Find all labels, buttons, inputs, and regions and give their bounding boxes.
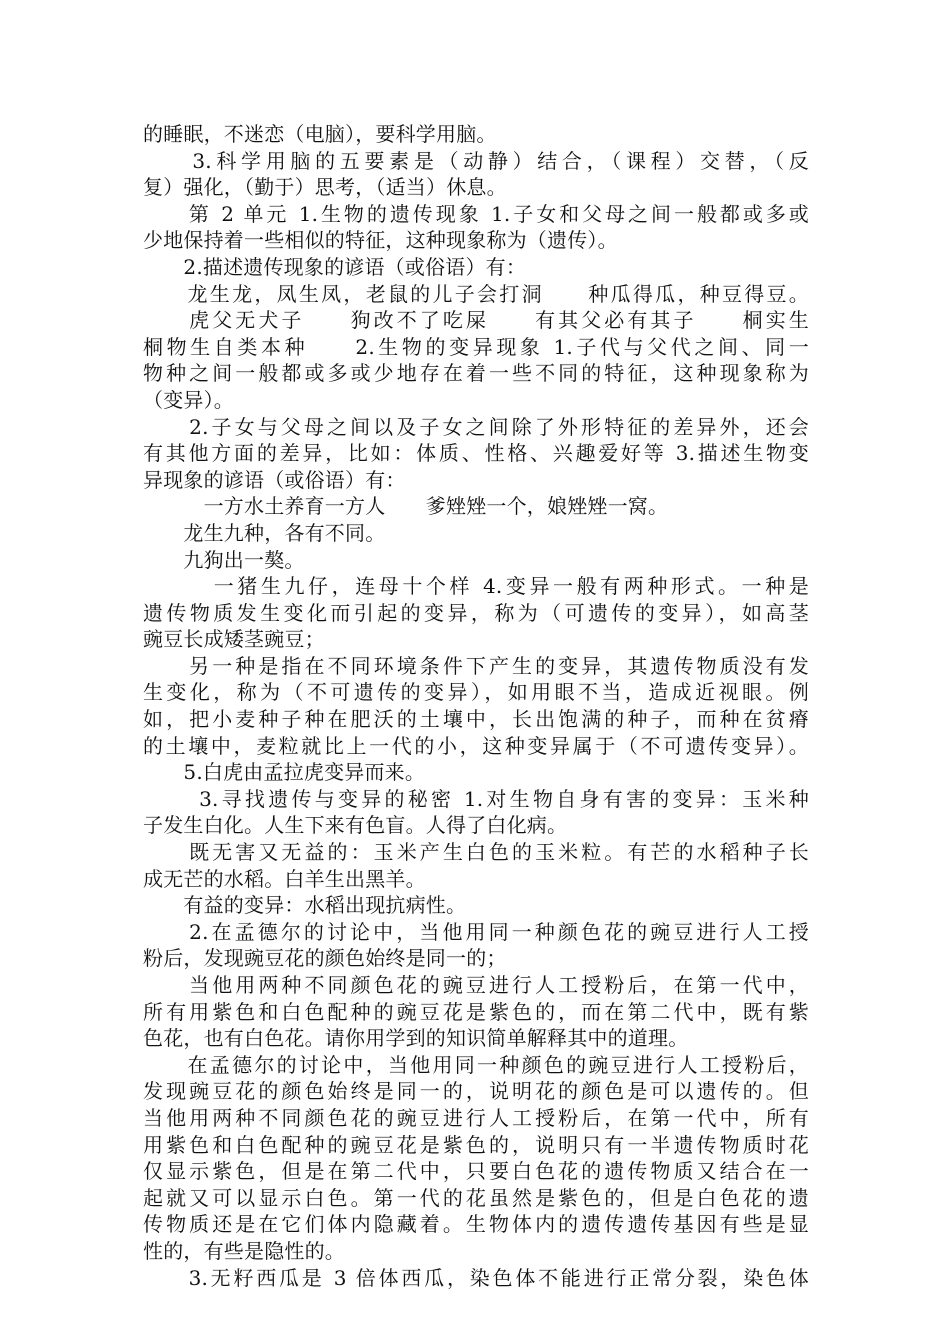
text-line: 九狗出一獒。 (143, 547, 305, 572)
text-line: 遗传物质发生变化而引起的变异，称为（可遗传的变异），如高茎 (143, 600, 809, 625)
text-line: 一方水土养育一方人 爹矬矬一个，娘矬矬一窝。 (143, 494, 669, 519)
text-line: 第 2 单元 1.生物的遗传现象 1.子女和父母之间一般都或多或 (143, 201, 809, 226)
text-line: 传物质还是在它们体内隐藏着。生物体内的遗传遗传基因有些是显 (143, 1212, 809, 1237)
document-text-body (143, 121, 809, 1291)
text-line: 3.寻找遗传与变异的秘密 1.对生物自身有害的变异：玉米种 (143, 786, 809, 811)
text-line: 当他用两种不同颜色花的豌豆进行人工授粉后，在第一代中， (143, 973, 809, 997)
text-line: 在孟德尔的讨论中，当他用同一种颜色的豌豆进行人工授粉后， (143, 1052, 809, 1077)
text-line: 少地保持着一些相似的特征，这种现象称为（遗传）。 (143, 228, 618, 253)
text-line: 色花，也有白色花。请你用学到的知识简单解释其中的道理。 (143, 1026, 689, 1051)
text-line: 一猪生九仔，连母十个样 4.变异一般有两种形式。一种是 (143, 574, 809, 599)
text-line: 的土壤中，麦粒就比上一代的小，这种变异属于（不可遗传变异）。 (143, 733, 809, 758)
text-line: 3.无籽西瓜是 3 倍体西瓜，染色体不能进行正常分裂，染色体 (143, 1265, 809, 1290)
text-line: 另一种是指在不同环境条件下产生的变异，其遗传物质没有发 (143, 653, 809, 678)
text-line: 的睡眠，不迷恋（电脑），要科学用脑。 (143, 122, 497, 146)
text-line: 如，把小麦种子种在肥沃的土壤中，长出饱满的种子，而种在贫瘠 (143, 707, 809, 732)
text-line: （变异）。 (143, 387, 234, 412)
text-line: 成无芒的水稻。白羊生出黑羊。 (143, 866, 426, 891)
text-line: 2.在孟德尔的讨论中，当他用同一种颜色花的豌豆进行人工授 (143, 919, 809, 944)
text-line: 子发生白化。人生下来有色盲。人得了白化病。 (143, 813, 568, 838)
text-line: 2.描述遗传现象的谚语（或俗语）有： (143, 254, 527, 279)
text-line: 龙生龙，凤生凤，老鼠的儿子会打洞 种瓜得瓜，种豆得豆。 (143, 281, 809, 306)
text-line: 有其他方面的差异，比如：体质、性格、兴趣爱好等 3.描述生物变 (143, 441, 809, 466)
text-line: 有益的变异：水稻出现抗病性。 (143, 893, 467, 918)
text-line: 性的，有些是隐性的。 (143, 1238, 345, 1263)
text-line: 物种之间一般都或多或少地存在着一些不同的特征，这种现象称为 (143, 361, 809, 386)
text-line: 当他用两种不同颜色花的豌豆进行人工授粉后，在第一代中，所有 (143, 1105, 809, 1130)
text-line: 虎父无犬子 狗改不了吃屎 有其父必有其子 桐实生 (143, 308, 809, 333)
text-line: 桐物生自类本种 2.生物的变异现象 1.子代与父代之间、同一 (143, 334, 809, 359)
text-line: 所有用紫色和白色配种的豌豆花是紫色的，而在第二代中，既有紫 (143, 999, 809, 1024)
text-line: 仅显示紫色，但是在第二代中，只要白色花的遗传物质又结合在一 (143, 1159, 809, 1184)
text-line: 既无害又无益的：玉米产生白色的玉米粒。有芒的水稻种子长 (143, 840, 809, 865)
text-line: 3.科学用脑的五要素是（动静）结合，（课程）交替，（反 (143, 148, 809, 173)
text-line: 粉后，发现豌豆花的颜色始终是同一的； (143, 946, 507, 971)
text-line: 龙生九种，各有不同。 (143, 520, 386, 545)
text-line: 2.子女与父母之间以及子女之间除了外形特征的差异外，还会 (143, 414, 809, 439)
text-line: 发现豌豆花的颜色始终是同一的，说明花的颜色是可以遗传的。但 (143, 1079, 809, 1104)
text-line: 异现象的谚语（或俗语）有： (143, 467, 406, 492)
text-line: 生变化，称为（不可遗传的变异），如用眼不当，造成近视眼。例 (143, 680, 809, 705)
text-line: 起就又可以显示白色。第一代的花虽然是紫色的，但是白色花的遗 (143, 1185, 809, 1210)
text-line: 复）强化，（勤于）思考，（适当）休息。 (143, 175, 507, 200)
text-line: 豌豆长成矮茎豌豆； (143, 627, 325, 652)
text-line: 用紫色和白色配种的豌豆花是紫色的，说明只有一半遗传物质时花 (143, 1132, 809, 1157)
text-line: 5.白虎由孟拉虎变异而来。 (143, 760, 426, 785)
